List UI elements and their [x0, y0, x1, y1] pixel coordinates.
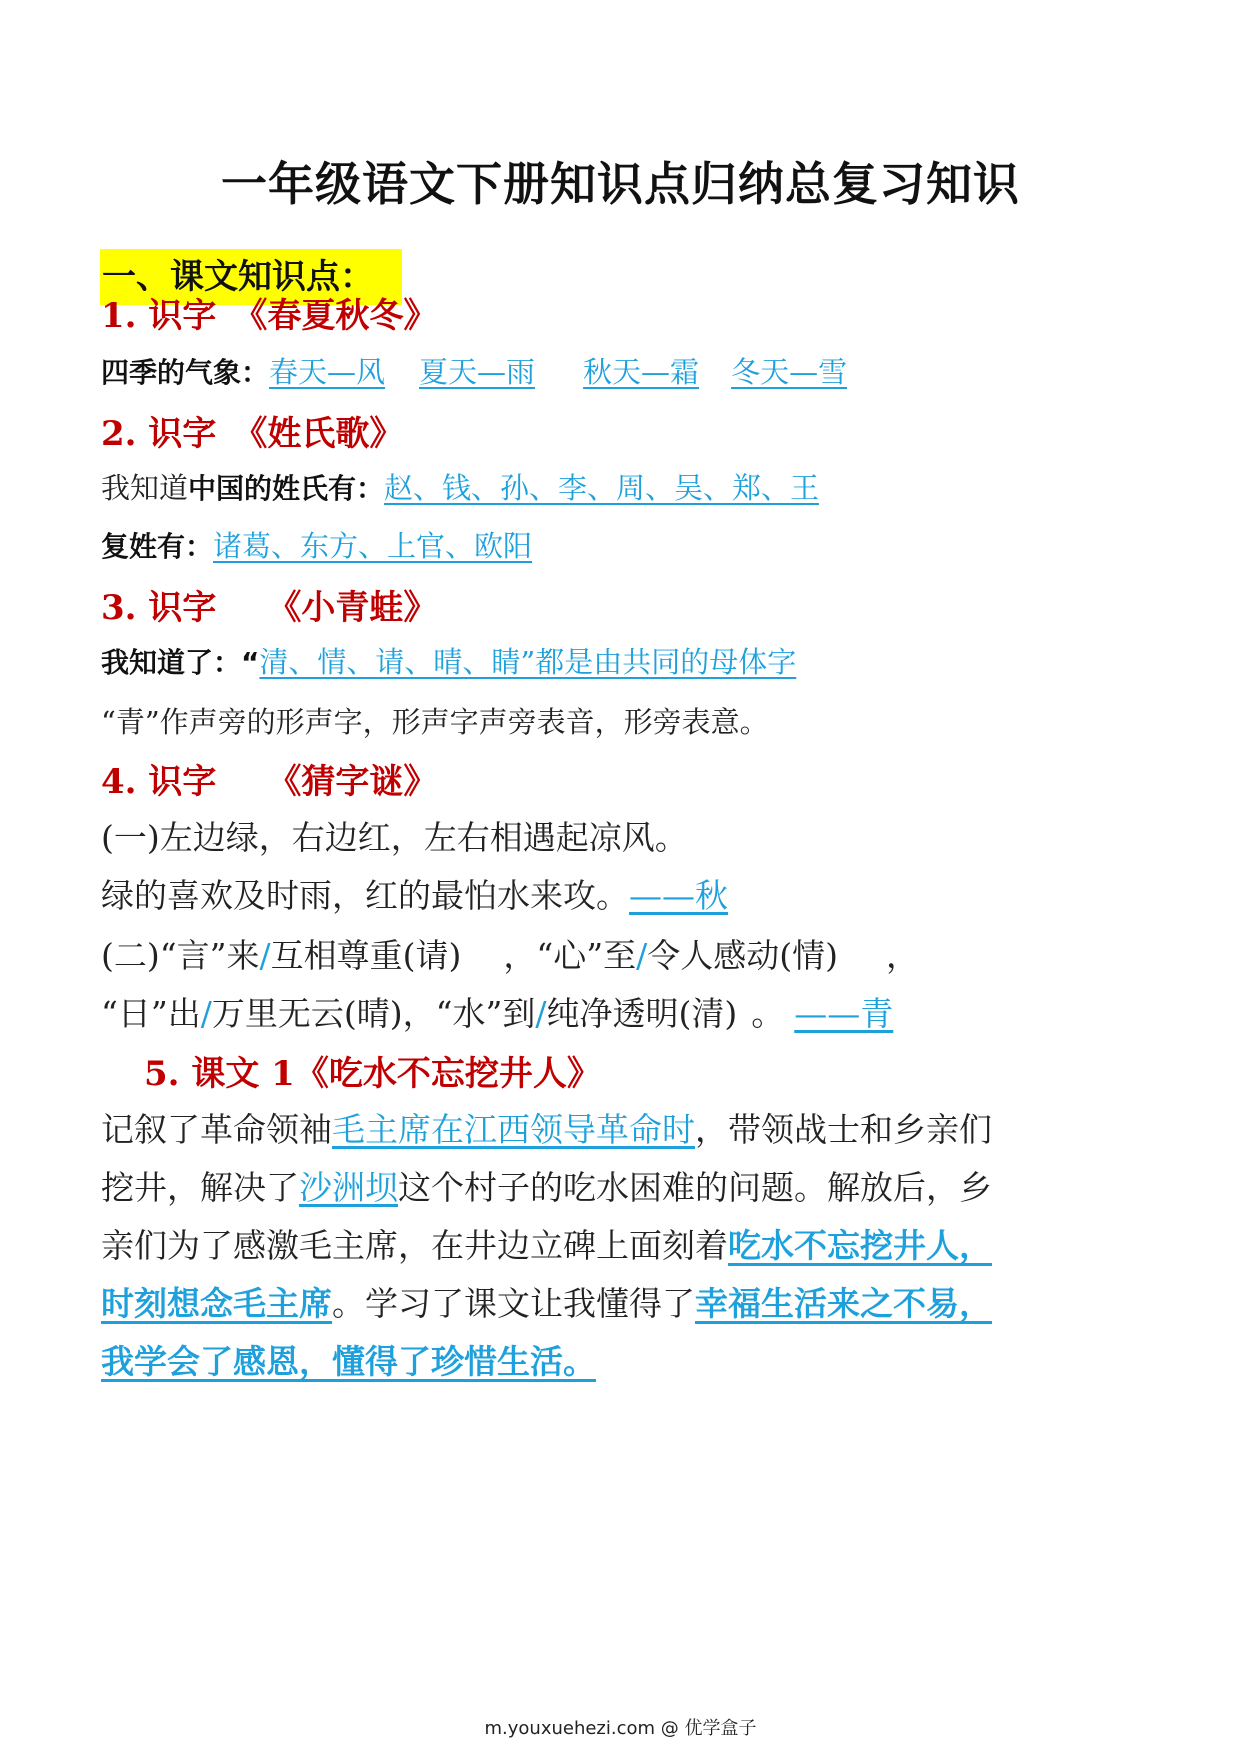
lesson5-para-3	[101, 1220, 992, 1267]
riddle-2b-p4: 。	[751, 994, 785, 1033]
answer-compound: 诸葛、东方、上官、欧阳	[213, 529, 533, 563]
answer-gratitude: 我学会了感恩，懂得了珍惜生活。	[101, 1342, 596, 1381]
para-text: 挖井，解决了	[101, 1168, 299, 1207]
answer-frog: 清、情、请、晴、睛”都是由共同的母体字	[259, 645, 797, 679]
riddle-2a-p5: ，	[886, 936, 919, 975]
lesson-heading-2: 2. 识字 《姓氏歌》	[101, 414, 404, 454]
answer-remember: 时刻想念毛主席	[101, 1284, 332, 1323]
answer-winter: 冬天—雪	[731, 355, 848, 389]
slash-1: /	[259, 936, 271, 975]
answer-riddle-1: ——秋	[629, 876, 728, 915]
para-text: 亲们为了感激毛主席，在井边立碑上面刻着	[101, 1226, 728, 1265]
para-text: 这个村子的吃水困难的问题。解放后，乡	[398, 1168, 992, 1207]
frog-explanation: “青”作声旁的形声字，形声字声旁表音，形旁表意。	[101, 705, 769, 739]
answer-spring: 春天—风	[269, 355, 386, 389]
lesson5-para-4	[101, 1278, 992, 1325]
lesson-heading-3: 3. 识字 《小青蛙》	[101, 588, 438, 628]
riddle-2b-p1: “日”出	[101, 994, 201, 1033]
compound-label: 复姓有：	[101, 530, 214, 563]
riddle-2b-p2: 万里无云(晴)，“水”到	[211, 994, 536, 1033]
riddle-2a-p4: 令人感动(情)	[647, 936, 838, 975]
lesson5-para-1	[101, 1104, 992, 1151]
riddle-2a-p1: (二)“言”来	[101, 936, 260, 975]
answer-happiness: 幸福生活来之不易，	[695, 1284, 992, 1323]
lesson-heading-1: 1. 识字 《春夏秋冬》	[101, 296, 438, 336]
slash-2: /	[636, 936, 648, 975]
page-title: 一年级语文下册知识点归纳总复习知识	[221, 157, 1020, 211]
lesson5-para-5	[101, 1336, 596, 1383]
riddle-1b	[101, 870, 728, 917]
surnames-label-b: 中国的姓氏有：	[188, 472, 385, 505]
compound-surnames-line	[101, 524, 532, 565]
lesson5-para-2	[101, 1162, 992, 1209]
seasons-line	[101, 350, 847, 391]
para-text: 记叙了革命领袖	[101, 1110, 332, 1149]
lesson-heading-5: 5. 课文 1《吃水不忘挖井人》	[144, 1054, 601, 1094]
slash-4: /	[535, 994, 547, 1033]
frog-label: 我知道了：“	[101, 646, 260, 679]
answer-chairman: 毛主席在江西领导革命时	[332, 1110, 695, 1149]
answer-autumn: 秋天—霜	[583, 355, 700, 389]
riddle-1b-text: 绿的喜欢及时雨，红的最怕水来攻。	[101, 876, 629, 915]
riddle-2a-p2: 互相尊重(请)	[270, 936, 462, 975]
riddle-2a-p3: ，“心”至	[503, 936, 637, 975]
answer-shazhouba: 沙洲坝	[299, 1168, 398, 1207]
answer-riddle-2: ——青	[794, 994, 894, 1033]
surnames-line	[101, 466, 819, 507]
para-text: 。学习了课文让我懂得了	[332, 1284, 695, 1323]
answer-surnames: 赵、钱、孙、李、周、吴、郑、王	[384, 471, 820, 505]
riddle-1a: (一)左边绿，右边红，左右相遇起凉风。	[101, 818, 688, 857]
answer-summer: 夏天—雨	[419, 355, 536, 389]
slash-3: /	[200, 994, 212, 1033]
surnames-label-a: 我知道	[101, 471, 189, 505]
frog-line	[101, 640, 796, 681]
para-text: ，带领战士和乡亲们	[695, 1110, 992, 1149]
lesson-heading-4: 4. 识字 《猜字谜》	[101, 762, 438, 802]
riddle-2b	[101, 988, 893, 1035]
riddle-2b-p3: 纯净透明(清)	[546, 994, 738, 1033]
section-heading: 一、课文知识点：	[100, 249, 402, 305]
riddle-2a	[101, 930, 919, 977]
footer-watermark: m.youxuehezi.com @ 优学盒子	[484, 1718, 757, 1739]
seasons-label: 四季的气象：	[101, 356, 270, 389]
answer-inscription: 吃水不忘挖井人，	[728, 1226, 992, 1265]
